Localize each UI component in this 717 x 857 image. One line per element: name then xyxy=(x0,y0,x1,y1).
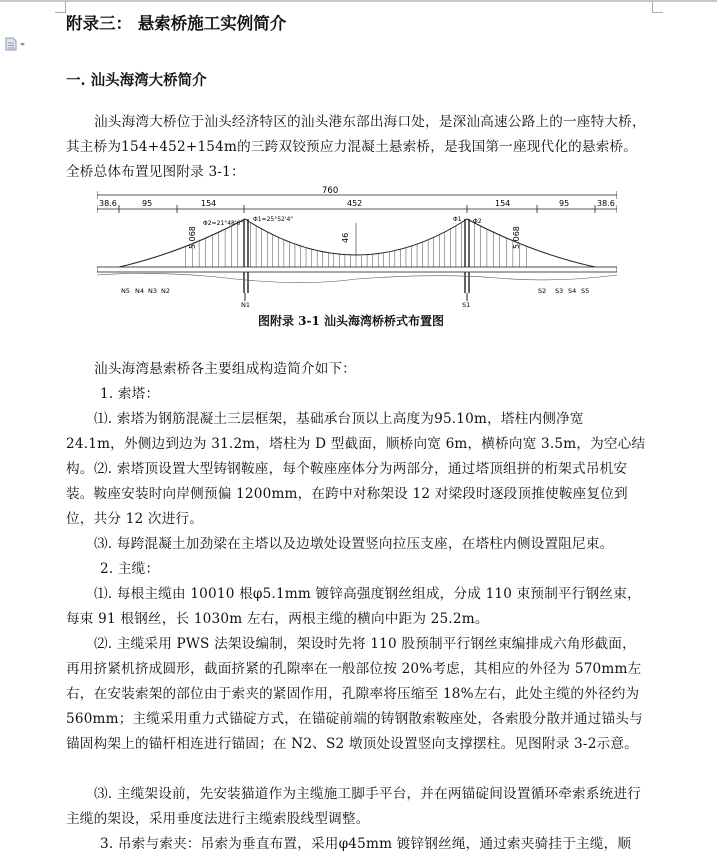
item-tower-3: ⑶. 每跨混凝土加劲梁在主塔以及边墩处设置竖向拉压支座，在塔柱内侧设置阻尼束。 xyxy=(94,536,614,552)
page-corner-mark-left xyxy=(55,2,66,13)
dim-seg-6: 95 xyxy=(559,199,570,208)
appendix-heading: 附录三： 悬索桥施工实例简介 xyxy=(66,14,287,33)
deck xyxy=(97,267,617,272)
angle-left-2: Φ1=25°52'4" xyxy=(253,216,294,223)
document-icon[interactable] xyxy=(5,37,27,51)
pier-n1: N1 xyxy=(241,301,250,309)
section-heading: 一. 汕头海湾大桥简介 xyxy=(66,72,207,89)
item-cable-3: ⑶. 主缆架设前，先安装猫道作为主缆施工脚手平台，并在两锚碇间设置循环牵索系统进行主缆的架设，采用垂度法进行主缆索股线型调整。 xyxy=(66,786,641,827)
pier-s1: S1 xyxy=(462,301,471,309)
lead-paragraph: 汕头海湾悬索桥各主要组成构造简介如下： xyxy=(94,361,357,377)
angle-right-2: Φ2 xyxy=(473,218,482,225)
dim-seg-1: 38.6 xyxy=(99,199,117,208)
item-hanger: 3. 吊索与索夹：吊索为垂直布置，采用φ45mm 镀锌钢丝绳，通过索夹骑挂于主缆，顺 xyxy=(100,836,632,852)
dim-seg-2: 95 xyxy=(142,199,153,208)
intro-paragraph: 汕头海湾大桥位于汕头经济特区的汕头港东部出海口处，是深汕高速公路上的一座特大桥，其主桥为154+452+154m的三跨双铰预应力混凝土悬索桥，是我国第一座现代化的悬索桥。全桥总体布置见图附录 3-1： xyxy=(66,114,646,180)
pier-s2: S2 xyxy=(538,287,547,295)
ground-line xyxy=(97,273,617,282)
pier-n4: N4 xyxy=(135,287,144,295)
tower-height-left: 5.068 xyxy=(188,226,197,249)
angle-left-1: Φ2=21°48'6" xyxy=(203,220,244,227)
pier-s3: S3 xyxy=(555,287,564,295)
dim-seg-4: 452 xyxy=(347,199,363,208)
dim-seg-3: 154 xyxy=(201,199,217,208)
pier-n3: N3 xyxy=(148,287,157,295)
pier-s4: S4 xyxy=(568,287,577,295)
pier-s5: S5 xyxy=(581,287,590,295)
tower-right xyxy=(465,219,469,293)
item-tower-title: 1. 索塔： xyxy=(100,386,160,402)
item-tower-1: ⑴. 索塔为钢筋混凝土三层框架，基础承台顶以上高度为95.10m，塔柱内侧净宽 24.1m，外侧边到边为 31.2m，塔柱为 D 型截面，顺桥向宽 6m，横桥向宽 3.5m，为空心结构。 xyxy=(66,411,646,477)
item-cable-1: ⑴. 每根主缆由 10010 根φ5.1mm 镀锌高强度钢丝组成，分成 110 束预制平行钢丝束，每束 91 根钢丝，长 1030m 左右，两根主缆的横向中距为 25.2m。 xyxy=(66,586,641,627)
dim-total: 760 xyxy=(322,186,339,196)
sag-label: 46 xyxy=(341,232,350,243)
item-cable-2: ⑵. 主缆采用 PWS 法架设编制，架设时先将 110 股预制平行钢丝束编排成六角形截面，再用挤紧机挤成圆形，截面挤紧的孔隙率在一般部位按 20%考虑，其相应的外径为 570mm左右，在安装索架的部位由于索夹的紧固作用，孔隙率将压缩至 18%左右，此处主缆的外径约为 560mm；主缆采用重力式锚碇方式，在锚碇前端的铸钢散索鞍座处，各索股分散并通过锚头与锚固构架上的锚杆相连进行锚固；在 N2、S2 墩顶处设置竖向支撑摆柱。见图附录 3-2示意。 xyxy=(66,636,643,752)
dim-seg-5: 154 xyxy=(495,199,511,208)
tower-height-right: 5.068 xyxy=(512,226,521,249)
dim-seg-7: 38.6 xyxy=(597,199,615,208)
angle-right-1: Φ1 xyxy=(453,216,462,223)
page-corner-mark-right xyxy=(652,2,663,13)
page-top-border xyxy=(0,0,717,2)
item-tower-2: ⑵. 索塔顶设置大型铸钢鞍座，每个鞍座座体分为两部分，通过塔顶组拼的桁架式吊机安装。鞍座安装时向岸侧预偏 1200mm，在跨中对称架设 12 对梁段时逐段顶推使鞍座复位到位，共分 12 次进行。 xyxy=(66,461,628,527)
bridge-layout-figure xyxy=(97,183,617,311)
pier-n2: N2 xyxy=(161,287,170,295)
tower-left xyxy=(244,219,248,293)
item-cable-title: 2. 主缆： xyxy=(100,561,160,577)
pier-n5: N5 xyxy=(121,287,130,295)
figure-caption: 图附录 3-1 汕头海湾桥桥式布置图 xyxy=(258,314,445,328)
